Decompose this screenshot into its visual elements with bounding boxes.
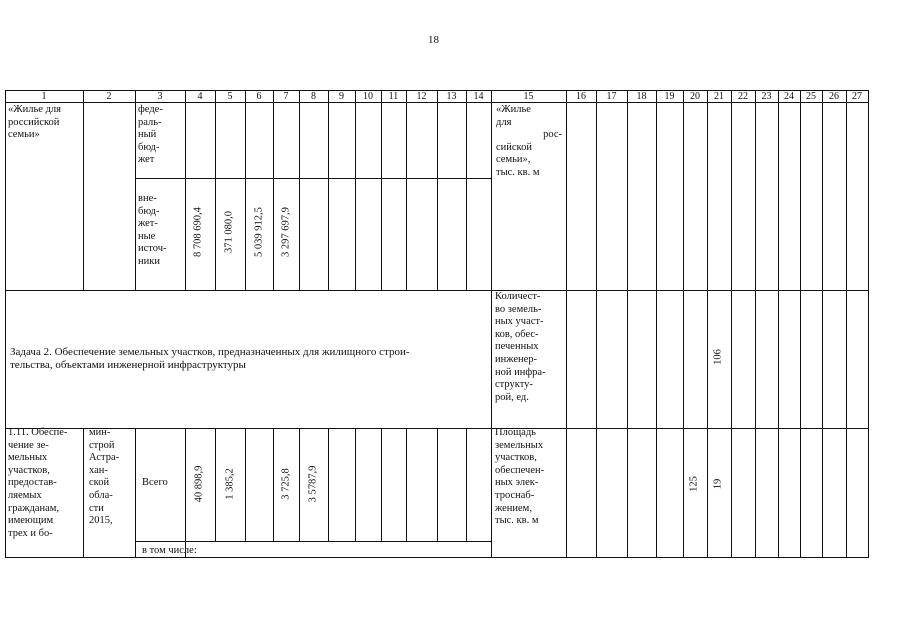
row111-indicator-line: участков, [495,452,537,464]
table-hline [135,541,492,542]
column-header-22: 22 [738,91,748,102]
source-federal [138,104,182,167]
table-vline [135,90,136,290]
table-vline [215,90,216,290]
row111-indicator-line: обеспечен- [495,464,545,476]
column-header-13: 13 [446,91,457,102]
row111-source-total: Всего [142,477,168,488]
table-hline [135,178,492,179]
row111-executor-line: мин- [89,427,111,438]
table-vline [406,428,407,541]
table-vline [328,428,329,541]
block1-name-line: «Жилье для [8,104,62,115]
column-header-21: 21 [714,91,724,102]
table-vline [491,90,492,557]
task2-indicator-line: Количест- [495,291,541,302]
table-vline [596,90,597,557]
row111-indicator-line: тыс. кв. м [495,515,539,527]
column-header-20: 20 [690,91,700,102]
extrabudget-col7-value: 3 297 697,9 [280,207,292,257]
source-federal-line: феде- [138,104,163,115]
task2-indicator-line: инженер- [495,353,538,365]
row111-indicator-line: Площадь [495,427,536,438]
column-header-10: 10 [363,91,373,102]
task2-indicator-line: печенных [495,341,539,353]
extrabudget-col4-value: 8 708 690,4 [192,207,204,257]
table-vline [868,90,869,557]
block1-indicator-line: рос- [543,129,562,141]
table-vline [683,90,684,557]
column-header-25: 25 [806,91,816,102]
task2-indicator [495,291,563,404]
table-vline [656,90,657,557]
table-vline [299,90,300,290]
row111-indicator-line: ных элек- [495,477,539,489]
column-header-17: 17 [606,91,617,102]
task2-indicator-line: структу- [495,379,533,391]
column-header-19: 19 [664,91,675,102]
indicator-word: для [496,116,512,128]
column-header-11: 11 [388,91,399,102]
column-header-24: 24 [784,91,794,102]
row111-name-line: имеющим [8,515,54,527]
table-vline [822,90,823,557]
row111-executor-line: ской [89,477,110,489]
table-vline [731,90,732,557]
task2-title-line: тельства, объектами инженерной инфраструктуры [10,358,246,371]
row111-name-line: предостав- [8,477,57,489]
table-vline [566,90,567,557]
row111-name-line: мельных [8,452,48,464]
table-vline [273,428,274,541]
source-federal-line: жет [138,154,155,166]
row111-col21-value: 19 [712,478,724,490]
task2-indicator-line: во земель- [495,303,542,315]
table-vline [245,428,246,541]
column-header-5: 5 [227,91,233,102]
table-vline [707,90,708,557]
row111-col20-value: 125 [688,476,700,492]
column-header-14: 14 [473,91,484,102]
column-header-6: 6 [256,91,262,102]
table-vline [466,90,467,290]
table-vline [437,90,438,290]
source-extrabudget-line: источ- [138,243,167,255]
extrabudget-col5-value: 371 080,0 [223,211,235,253]
row111-indicator-line: жением, [495,502,532,514]
column-header-16: 16 [576,91,586,102]
table-vline [627,90,628,557]
block1-indicator-line: «Жилье [496,104,531,115]
table-vline [355,428,356,541]
table-vline [215,428,216,541]
table-vline [299,428,300,541]
row111-name [8,427,84,540]
row111-name-line: 1.11. Обеспе- [8,427,68,438]
block1-name [8,104,80,142]
row111-executor-line: хан- [89,464,108,476]
column-header-26: 26 [829,91,839,102]
table-vline [273,90,274,290]
table-vline [437,428,438,541]
table-vline [185,428,186,541]
row111-executor-line: строй [89,439,115,451]
task2-indicator-line: ной инфра- [495,366,546,378]
table-hline [5,290,869,291]
source-federal-line: бюд- [138,141,160,153]
block1-indicator-line: тыс. кв. м [496,166,540,178]
row111-indicator-line: троснаб- [495,489,535,501]
task2-indicator-line: ных участ- [495,316,544,328]
column-header-3: 3 [157,91,163,102]
row111-name-line: ляемых [8,489,42,501]
block1-indicator-line: семьи», [496,154,531,166]
task2-title [10,346,490,371]
column-header-18: 18 [636,91,647,102]
source-federal-line: ный [138,129,157,141]
table-vline [466,428,467,541]
row111-col4-value: 40 898,9 [193,465,205,503]
table-vline [185,90,186,290]
column-header-9: 9 [339,91,344,102]
table-vline [355,90,356,290]
page-number: 18 [428,34,439,46]
row111-name-line: гражданам, [8,502,60,514]
task2-indicator-line: ков, обес- [495,328,539,340]
block1-name-line: российской [8,116,60,128]
row111-executor-line: 2015, [89,515,113,527]
column-header-8: 8 [311,91,316,102]
column-header-12: 12 [416,91,427,102]
block1-indicator-line: сийской [496,141,532,153]
row111-indicator-line: земельных [495,439,544,451]
source-extrabudget-line: бюд- [138,205,160,217]
row111-col7-value: 3 725,8 [280,468,292,500]
column-header-15: 15 [523,91,534,102]
row111-indicator [495,427,563,528]
row111-col8-value: 3 5787,9 [307,465,319,503]
table-vline [328,90,329,290]
task2-col21-value: 106 [712,349,724,365]
table-vline [83,90,84,290]
row111-executor [89,427,133,528]
row111-col5-value: 1 385,2 [224,468,236,500]
column-header-1: 1 [41,91,47,102]
source-federal-line: раль- [138,116,162,128]
block1-indicator-line [496,117,540,130]
source-extrabudget-line: ные [138,230,156,242]
source-extrabudget [138,193,182,269]
table-vline [245,90,246,290]
table-vline [800,90,801,557]
task2-indicator-line: рой, ед. [495,391,529,403]
task2-title-line: Задача 2. Обеспечение земельных участков, предназначенных для жилищного строи- [10,346,410,358]
column-header-4: 4 [197,91,203,102]
source-extrabudget-line: жет- [138,218,158,230]
row111-including-label: в том числе: [142,545,197,556]
column-header-23: 23 [761,91,772,102]
column-header-27: 27 [852,91,862,102]
table-vline [778,90,779,557]
row111-name-line: трех и бо- [8,527,53,539]
table-vline [406,90,407,290]
table-vline [381,90,382,290]
row111-executor-line: сти [89,502,104,514]
table-vline [135,428,136,557]
block1-indicator [496,104,562,180]
extrabudget-col6-value: 5 039 912,5 [253,207,265,257]
row111-name-line: чение зе- [8,439,49,451]
table-vline [5,90,6,557]
row111-executor-line: обла- [89,489,113,501]
table-vline [381,428,382,541]
block1-name-line: семьи» [8,129,40,141]
source-extrabudget-line: ники [138,255,160,267]
column-header-2: 2 [106,91,112,102]
source-extrabudget-line: вне- [138,193,157,204]
table-vline [755,90,756,557]
row111-name-line: участков, [8,464,50,476]
table-vline [846,90,847,557]
column-header-7: 7 [283,91,289,102]
row111-executor-line: Астра- [89,452,120,464]
table-hline [5,557,869,558]
